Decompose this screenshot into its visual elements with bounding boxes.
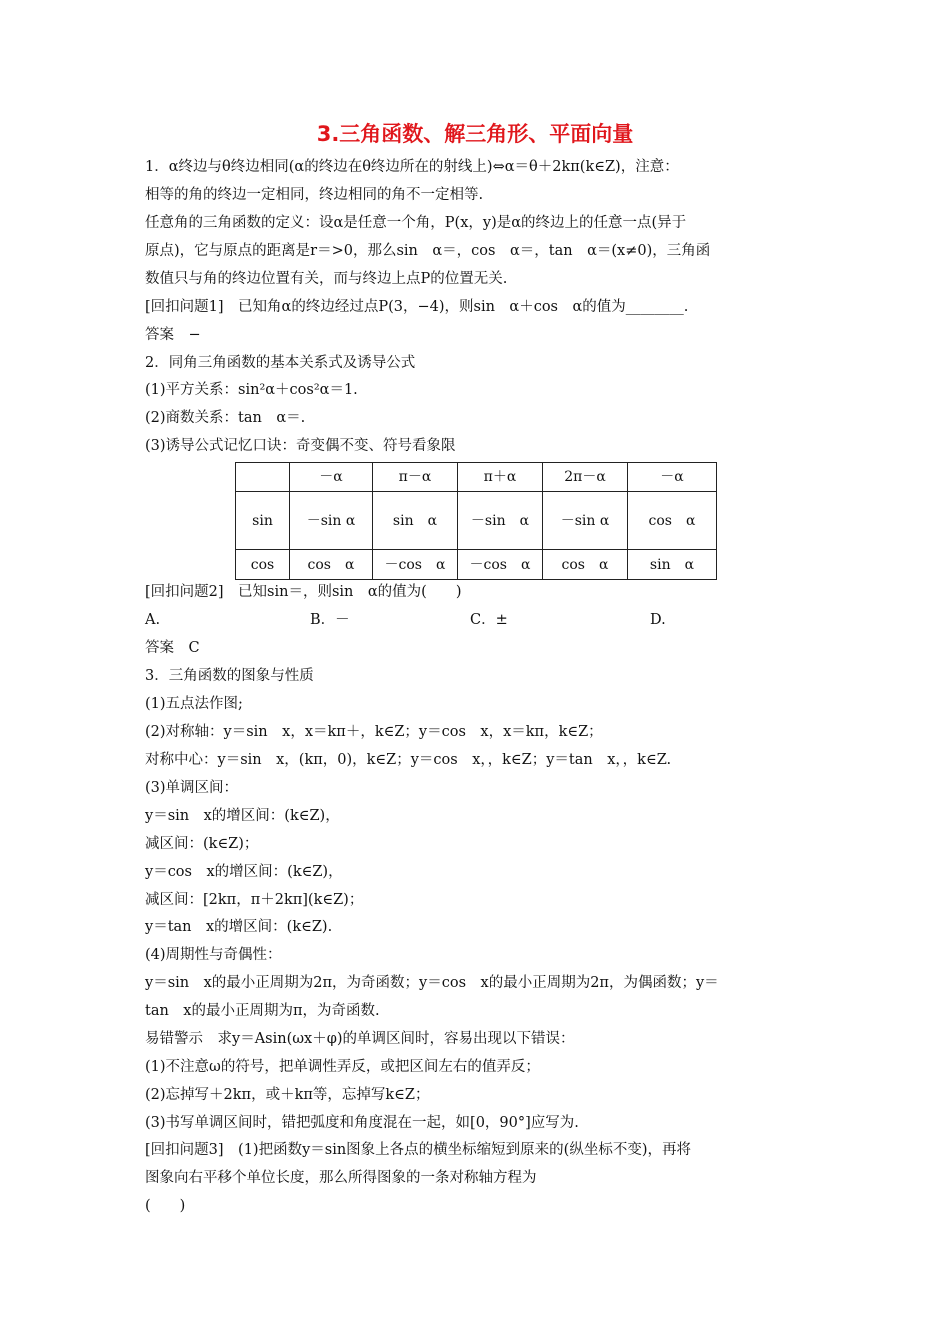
- table-cell: π－α: [373, 463, 458, 492]
- text-line: (1)不注意ω的符号，把单调性弄反，或把区间左右的值弄反；: [145, 1059, 540, 1075]
- text-line: tan x的最小正周期为π，为奇函数.: [145, 1003, 380, 1019]
- table-cell: sin α: [373, 492, 458, 550]
- text-line: 任意角的三角函数的定义：设α是任意一个角，P(x，y)是α的终边上的任意一点(异于: [145, 215, 687, 231]
- review-question-3: [回扣问题3] (1)把函数y＝sin图象上各点的横坐标缩短到原来的(纵坐标不变)，再将: [145, 1142, 691, 1158]
- text-line: 图象向右平移个单位长度，那么所得图象的一条对称轴方程为: [145, 1170, 537, 1186]
- table-cell: 2π－α: [543, 463, 628, 492]
- table-header-row: [236, 463, 717, 492]
- text-line: (2)对称轴：y＝sin x，x＝kπ＋，k∈Z；y＝cos x，x＝kπ，k∈Z；: [145, 724, 603, 740]
- text-line: 对称中心：y＝sin x，(kπ，0)，k∈Z；y＝cos x，，k∈Z；y＝tan x，，k∈Z.: [145, 752, 672, 768]
- table-cell: －α: [290, 463, 373, 492]
- answer-2: 答案 C: [145, 640, 200, 656]
- table-cell: [290, 492, 373, 550]
- text-line: (3)书写单调区间时，错把弧度和角度混在一起，如[0，90°]应写为.: [145, 1115, 579, 1131]
- text-line: (3)诱导公式记忆口诀：奇变偶不变、符号看象限: [145, 438, 456, 454]
- warning-heading: 易错警示 求y＝Asin(ωx＋φ)的单调区间时，容易出现以下错误：: [145, 1031, 575, 1047]
- text-line: (2)忘掉写＋2kπ，或＋kπ等，忘掉写k∈Z；: [145, 1087, 430, 1103]
- option-a: A.: [145, 612, 161, 628]
- answer-blank: ( ): [145, 1198, 186, 1214]
- text-line: 1．α终边与θ终边相同(α的终边在θ终边所在的射线上)⇔α＝θ＋2kπ(k∈Z)，注意：: [145, 159, 679, 175]
- review-question-2: [回扣问题2] 已知sin＝，则sin α的值为( ): [145, 584, 462, 600]
- section-title: 3.三角函数、解三角形、平面向量: [316, 122, 634, 146]
- text-line: 数值只与角的终边位置有关，而与终边上点P的位置无关.: [145, 271, 508, 287]
- section-heading-2: 2．同角三角函数的基本关系式及诱导公式: [145, 355, 416, 371]
- table-cell: [543, 492, 628, 550]
- text-line: (2)商数关系：tan α＝.: [145, 410, 306, 426]
- text-line: (3)单调区间：: [145, 780, 239, 796]
- table-row: [236, 492, 717, 550]
- text-line: (4)周期性与奇偶性：: [145, 947, 282, 963]
- table-cell: sin α: [628, 550, 717, 580]
- table-cell: π＋α: [458, 463, 543, 492]
- answer-1: 答案 −: [145, 327, 201, 343]
- text-line: 减区间：[2kπ，π＋2kπ](k∈Z)；: [145, 892, 364, 908]
- section-heading-3: 3．三角函数的图象与性质: [145, 668, 314, 684]
- text-line: y＝sin x的最小正周期为2π，为奇函数；y＝cos x的最小正周期为2π，为偶函数；y＝: [145, 975, 719, 991]
- table-cell: cos α: [543, 550, 628, 580]
- cell-text: －sin α: [560, 512, 610, 529]
- table-cell: －sin α: [458, 492, 543, 550]
- text-line: (1)五点法作图;: [145, 696, 243, 712]
- cell-text: －sin α: [306, 512, 356, 529]
- table-cell: [236, 463, 290, 492]
- induction-formula-table: [235, 462, 717, 580]
- table-cell: cos: [236, 550, 290, 580]
- text-line: y＝tan x的增区间：(k∈Z).: [145, 919, 333, 935]
- table-row: [236, 550, 717, 580]
- table-cell: －cos α: [458, 550, 543, 580]
- text-line: 相等的角的终边一定相同，终边相同的角不一定相等.: [145, 187, 484, 203]
- option-c: C．±: [470, 612, 508, 628]
- text-line: y＝sin x的增区间：(k∈Z)，: [145, 808, 340, 824]
- table-cell: －α: [628, 463, 717, 492]
- option-b: B．－: [310, 612, 350, 628]
- table-cell: －cos α: [373, 550, 458, 580]
- table-cell: cos α: [290, 550, 373, 580]
- review-question-1: [回扣问题1] 已知角α的终边经过点P(3，−4)，则sin α＋cos α的值为________.: [145, 299, 689, 315]
- table-cell: sin: [236, 492, 290, 550]
- text-line: 原点)，它与原点的距离是r＝>0，那么sin α＝，cos α＝，tan α＝(x≠0)，三角函: [145, 243, 711, 259]
- table-cell: cos α: [628, 492, 717, 550]
- text-line: y＝cos x的增区间：(k∈Z)，: [145, 864, 343, 880]
- option-d: D.: [650, 612, 666, 628]
- answer-options: [145, 610, 705, 630]
- text-line: 减区间：(k∈Z)；: [145, 836, 259, 852]
- text-line: (1)平方关系：sin²α＋cos²α＝1.: [145, 382, 358, 398]
